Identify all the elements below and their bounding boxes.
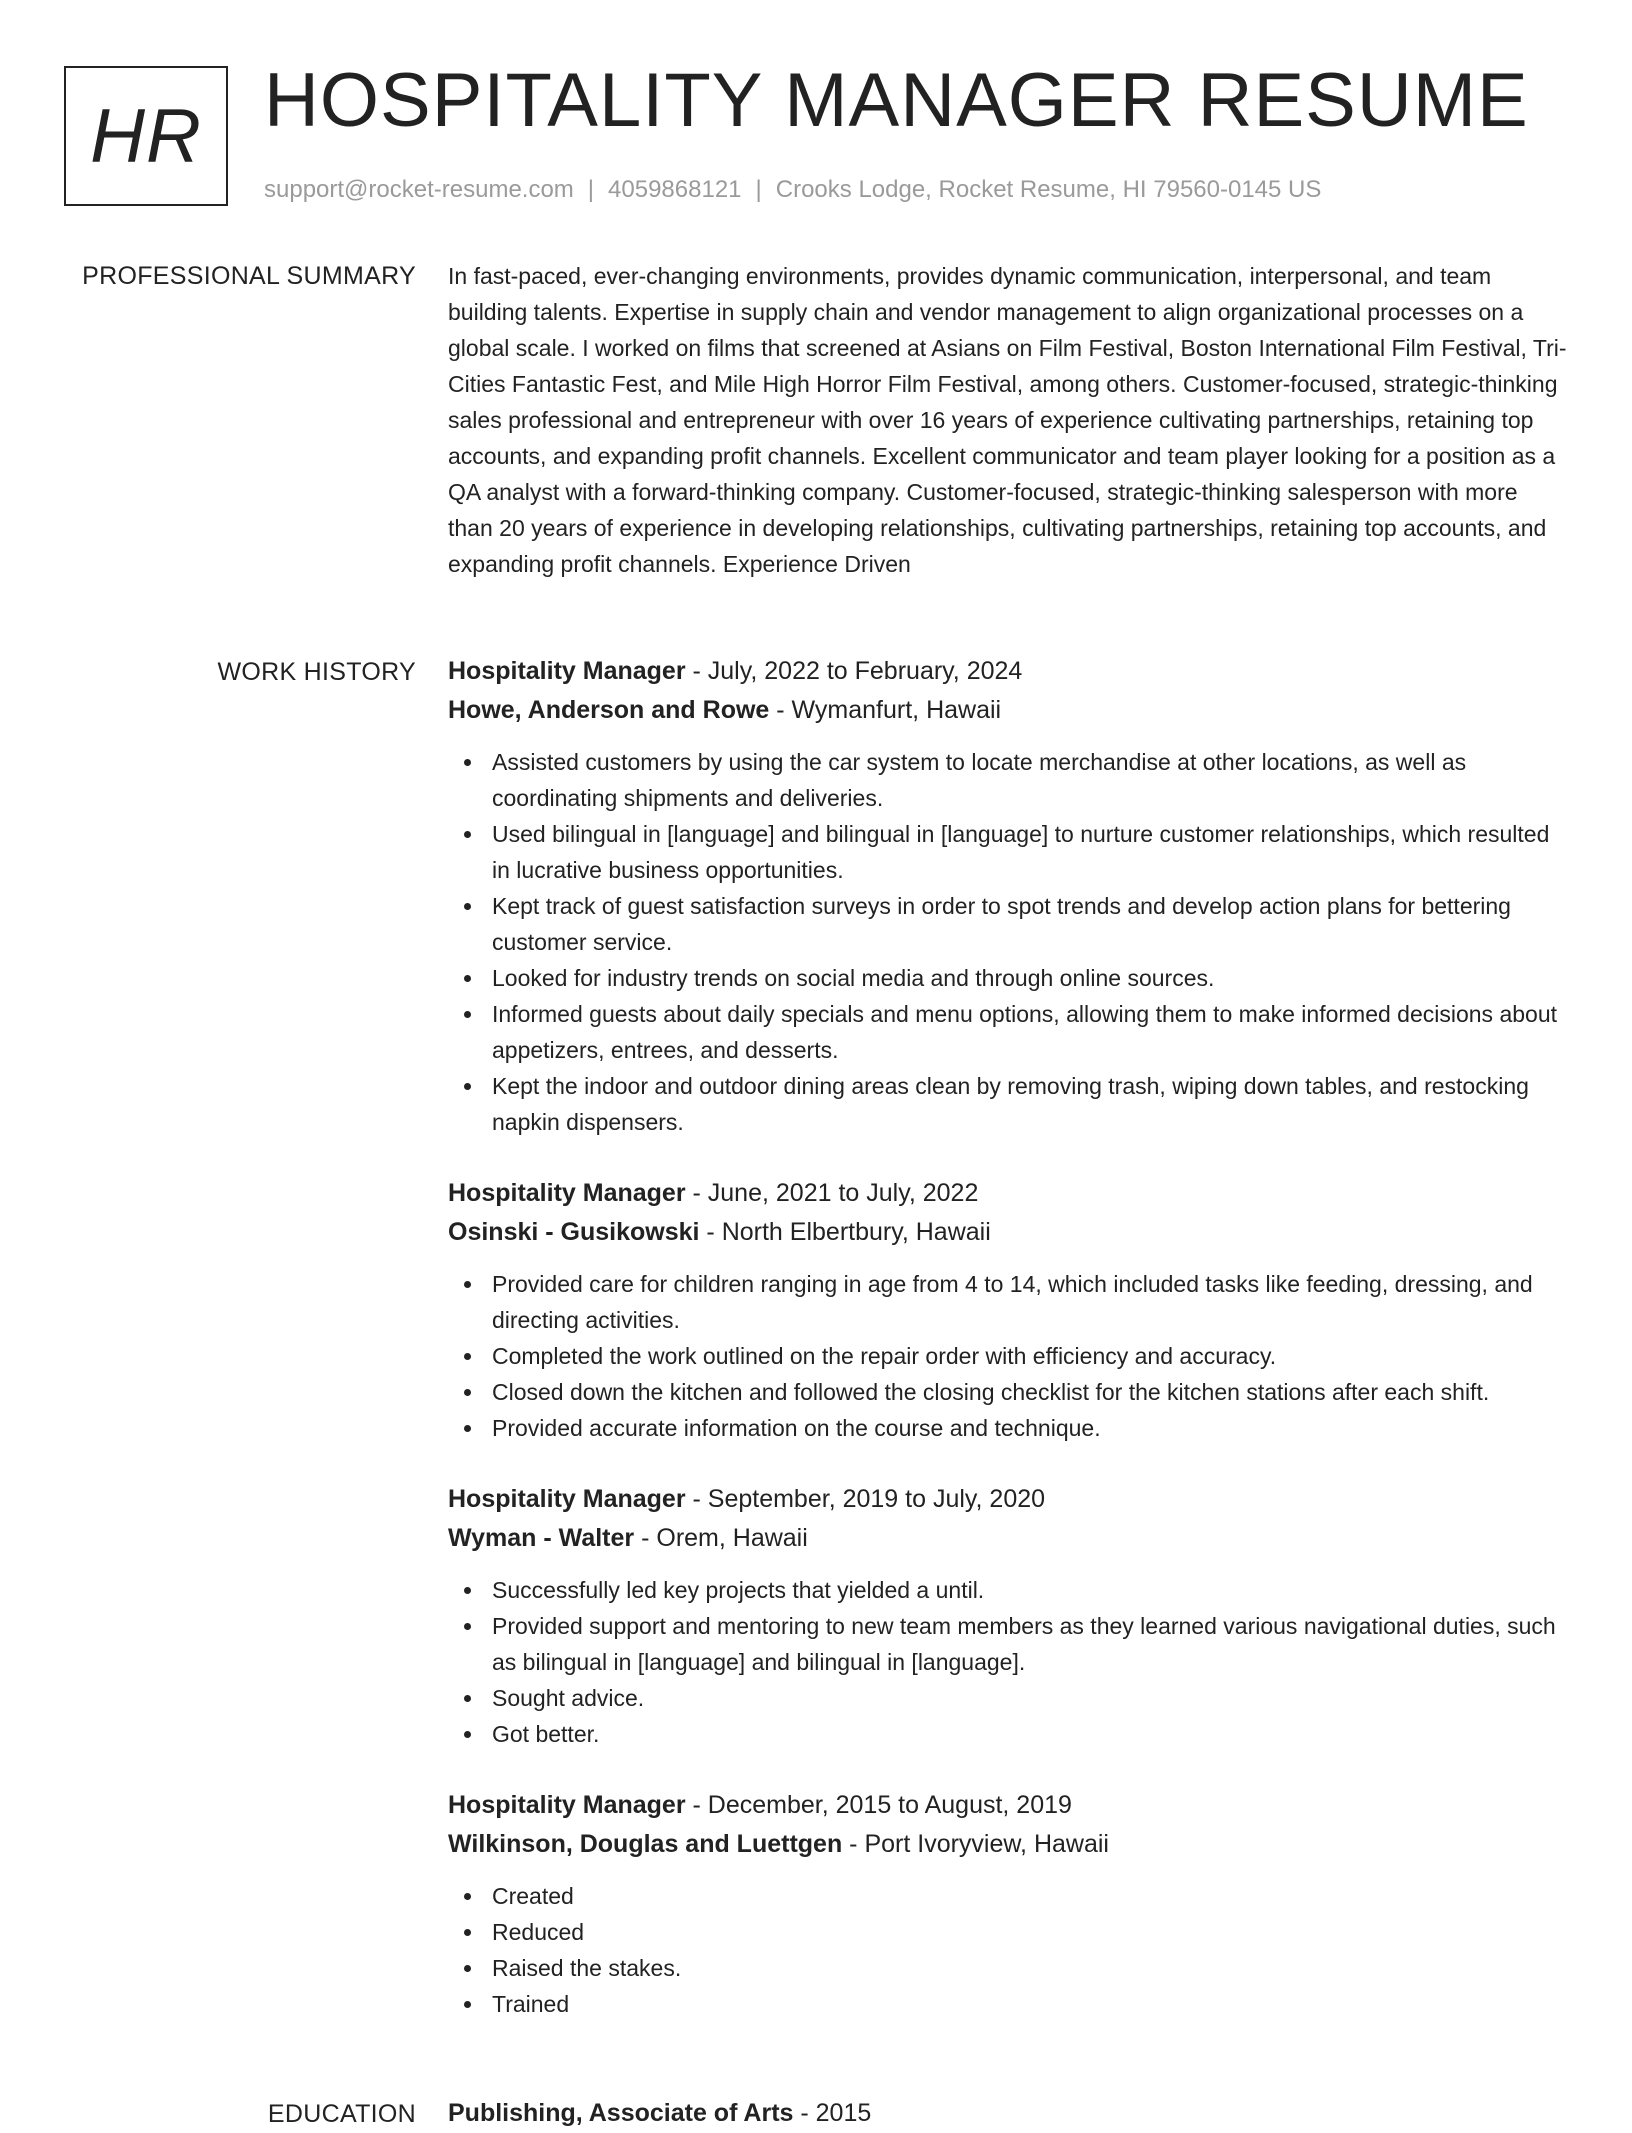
contact-separator: | (755, 176, 762, 203)
job-bullet: Trained (492, 1986, 1568, 2022)
job-company-line (448, 1825, 1568, 1864)
summary-section (448, 258, 1568, 582)
job-company: Wilkinson, Douglas and Luettgen (448, 1830, 843, 1858)
page-title: HOSPITALITY MANAGER RESUME (264, 58, 1529, 143)
job-company-line (448, 1519, 1568, 1558)
job-bullet: Assisted customers by using the car system to locate merchandise at other locations, as well as coordinating shipments and deliveries. (492, 744, 1568, 816)
job-bullet: Raised the stakes. (492, 1950, 1568, 1986)
education-year: - 2015 (793, 2099, 872, 2127)
job-bullet-list (448, 1878, 1568, 2022)
job-dates: - December, 2015 to August, 2019 (685, 1791, 1072, 1819)
education-degree: Publishing, Associate of Arts (448, 2099, 794, 2127)
job-bullet: Successfully led key projects that yielded a until. (492, 1572, 1568, 1608)
job-title-line (448, 1174, 1568, 1213)
job-dates: - July, 2022 to February, 2024 (685, 657, 1023, 685)
job-title-line (448, 652, 1568, 691)
job-bullet: Completed the work outlined on the repair order with efficiency and accuracy. (492, 1338, 1568, 1374)
monogram-logo: HR (64, 66, 228, 206)
job-title: Hospitality Manager (448, 1791, 686, 1819)
job-entry (448, 1786, 1568, 2022)
contact-line (264, 174, 1321, 206)
education-entry (448, 2094, 1568, 2133)
contact-address: Crooks Lodge, Rocket Resume, HI 79560-0145 US (775, 176, 1322, 203)
job-bullet: Kept the indoor and outdoor dining areas clean by removing trash, wiping down tables, and restocking napkin dispensers. (492, 1068, 1568, 1140)
job-entry (448, 652, 1568, 1140)
job-location: - Orem, Hawaii (634, 1524, 808, 1552)
job-location: - Wymanfurt, Hawaii (769, 696, 1002, 724)
education-section (448, 2094, 1568, 2133)
job-location: - North Elbertbury, Hawaii (699, 1218, 991, 1246)
job-bullet-list (448, 1266, 1568, 1446)
job-bullet: Provided support and mentoring to new team members as they learned various navigational duties, such as bilingual in [language] and bilingual in [language]. (492, 1608, 1568, 1680)
summary-text: In fast-paced, ever-changing environments, provides dynamic communication, interpersonal, and team building talents. Expertise in supply chain and vendor management to align organizational processes on a global scale. I worked on films that screened at Asians on Film Festival, Boston International Film Festival, Tri-Cities Fantastic Fest, and Mile High Horror Film Festival, among others. Customer-focused, strategic-thinking sales professional and entrepreneur with over 16 years of experience cultivating partnerships, retaining top accounts, and expanding profit channels. Excellent communicator and team player looking for a position as a QA analyst with a forward-thinking company. Customer-focused, strategic-thinking salesperson with more than 20 years of experience in developing relationships, cultivating partnerships, retaining top accounts, and expanding profit channels. Experience Driven (448, 263, 1567, 577)
job-bullet: Looked for industry trends on social media and through online sources. (492, 960, 1568, 996)
job-bullet: Got better. (492, 1716, 1568, 1752)
job-bullet: Provided care for children ranging in age from 4 to 14, which included tasks like feeding, dressing, and directing activities. (492, 1266, 1568, 1338)
job-company: Wyman - Walter (448, 1524, 635, 1552)
job-bullet: Kept track of guest satisfaction surveys in order to spot trends and develop action plans for bettering customer service. (492, 888, 1568, 960)
job-title-line (448, 1786, 1568, 1825)
job-title: Hospitality Manager (448, 1179, 686, 1207)
job-bullet: Reduced (492, 1914, 1568, 1950)
job-dates: - September, 2019 to July, 2020 (685, 1485, 1046, 1513)
contact-phone[interactable]: 4059868121 (608, 176, 742, 203)
work-history-section (448, 652, 1568, 2056)
job-bullet: Provided accurate information on the course and technique. (492, 1410, 1568, 1446)
job-title-line (448, 1480, 1568, 1519)
job-company-line (448, 691, 1568, 730)
job-bullet: Used bilingual in [language] and bilingual in [language] to nurture customer relationships, which resulted in lucrative business opportunities. (492, 816, 1568, 888)
job-entry (448, 1174, 1568, 1446)
contact-email[interactable]: support@rocket-resume.com (264, 176, 574, 203)
job-bullet: Informed guests about daily specials and menu options, allowing them to make informed decisions about appetizers, entrees, and desserts. (492, 996, 1568, 1068)
job-entry (448, 1480, 1568, 1752)
job-bullet-list (448, 1572, 1568, 1752)
job-bullet: Sought advice. (492, 1680, 1568, 1716)
summary-label: PROFESSIONAL SUMMARY (82, 262, 416, 290)
job-bullet: Created (492, 1878, 1568, 1914)
job-company: Howe, Anderson and Rowe (448, 696, 770, 724)
work-history-label: WORK HISTORY (217, 658, 416, 686)
job-bullet-list (448, 744, 1568, 1140)
job-bullet: Closed down the kitchen and followed the closing checklist for the kitchen stations after each shift. (492, 1374, 1568, 1410)
education-label: EDUCATION (267, 2100, 416, 2128)
job-title: Hospitality Manager (448, 657, 686, 685)
job-company: Osinski - Gusikowski (448, 1218, 700, 1246)
job-title: Hospitality Manager (448, 1485, 686, 1513)
job-dates: - June, 2021 to July, 2022 (685, 1179, 979, 1207)
job-location: - Port Ivoryview, Hawaii (842, 1830, 1109, 1858)
job-company-line (448, 1213, 1568, 1252)
contact-separator: | (587, 176, 595, 203)
